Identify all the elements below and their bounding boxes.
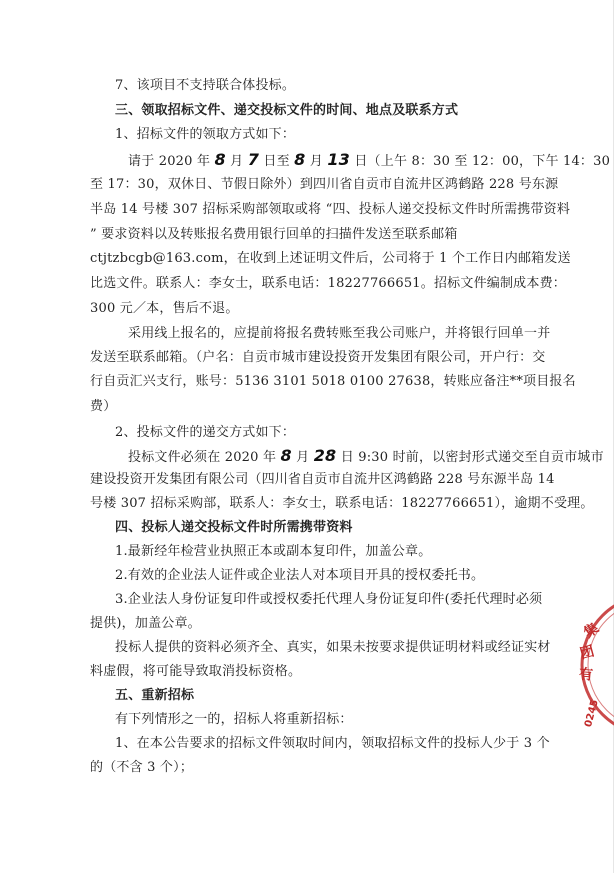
seal-glyph: 有 xyxy=(578,666,594,684)
text-line xyxy=(90,760,193,776)
text-segment: 建设投资开发集团有限公司（四川省自贡市自流井区鸿鹤路 228 号东源半岛 14 xyxy=(90,472,555,487)
text-line xyxy=(115,78,295,94)
text-segment: ctjtzbcgb@163.com，在收到上述证明文件后，公司将于 1 个工作日内邮箱发送 xyxy=(90,251,571,266)
seal-number: 0245 xyxy=(583,698,601,729)
text-segment: 日至 xyxy=(259,154,295,169)
text-segment: ” 要求资料以及转账报名费用银行回单的扫描件发送至联系邮箱 xyxy=(90,227,458,242)
text-segment: 2、投标文件的递交方式如下： xyxy=(115,425,296,440)
text-line xyxy=(90,472,555,488)
text-line xyxy=(115,640,551,656)
text-line xyxy=(90,374,576,390)
text-line xyxy=(90,276,566,292)
handwritten-date: 8 xyxy=(294,150,306,169)
text-line xyxy=(90,301,239,317)
text-segment: 300 元／本，售后不退。 xyxy=(90,301,239,316)
text-segment: 月 xyxy=(291,450,314,465)
text-segment: 1.最新经年检营业执照正本或副本复印件，加盖公章。 xyxy=(115,544,432,559)
text-segment: 费） xyxy=(90,399,117,414)
text-line xyxy=(128,326,550,342)
text-line xyxy=(128,152,610,170)
text-line xyxy=(128,448,604,466)
text-line xyxy=(90,251,571,267)
text-line xyxy=(115,568,484,584)
text-line xyxy=(90,350,546,366)
text-line xyxy=(115,712,353,728)
text-segment: 四、投标人递交投标文件时所需携带资料 xyxy=(115,520,353,535)
text-segment: 三、领取招标文件、递交投标文件的时间、地点及联系方式 xyxy=(115,103,459,118)
text-line xyxy=(115,127,295,143)
text-segment: 投标文件必须在 2020 年 xyxy=(128,450,281,465)
text-line xyxy=(90,616,201,632)
handwritten-date: 8 xyxy=(214,150,226,169)
handwritten-date: 13 xyxy=(327,150,351,169)
text-segment: 日（上午 8：30 至 12：00，下午 14：30 xyxy=(350,154,611,169)
text-segment: 3.企业法人身份证复印件或授权委托代理人身份证复印件(委托代理时必须 xyxy=(115,592,543,607)
text-segment: 发送至联系邮箱。（户名：自贡市城市建设投资开发集团有限公司，开户行：交 xyxy=(90,350,546,365)
seal-glyph: 集 xyxy=(581,620,602,642)
section-heading xyxy=(115,688,194,704)
text-line xyxy=(115,544,431,560)
text-segment: 半岛 14 号楼 307 招标采购部领取或将 “四、投标人递交投标文件时所需携带资料 xyxy=(90,202,571,217)
text-segment: 料虚假，将可能导致取消投标资格。 xyxy=(90,664,302,679)
text-segment: 1、在本公告要求的招标文件领取时间内，领取招标文件的投标人少于 3 个 xyxy=(115,736,550,751)
text-line xyxy=(90,664,301,680)
text-segment: 请于 2020 年 xyxy=(128,154,215,169)
text-line xyxy=(90,399,116,415)
text-line xyxy=(90,177,558,193)
text-line xyxy=(115,736,550,752)
handwritten-date: 28 xyxy=(313,446,337,465)
text-line xyxy=(90,496,594,512)
text-segment: 投标人提供的资料必须齐全、真实，如果未按要求提供证明材料或经证实材 xyxy=(115,640,551,655)
text-segment: 的（不含 3 个）； xyxy=(90,760,194,775)
text-segment: 日 9:30 时前，以密封形式递交至自贡市城市 xyxy=(336,450,604,465)
text-segment: 1、招标文件的领取方式如下： xyxy=(115,127,296,142)
section-heading xyxy=(115,103,458,119)
handwritten-date: 8 xyxy=(280,446,292,465)
text-segment: 7、该项目不支持联合体投标。 xyxy=(115,78,296,93)
text-segment: 2.有效的企业法人证件或企业法人对本项目开具的授权委托书。 xyxy=(115,568,485,583)
text-segment: 号楼 307 招标采购部，联系人：李女士，联系电话：18227766651），逾期不受理。 xyxy=(90,496,594,511)
text-line xyxy=(115,425,295,441)
text-segment: 提供)，加盖公章。 xyxy=(90,616,201,631)
text-segment: 月 xyxy=(225,154,248,169)
text-line xyxy=(90,227,458,243)
text-segment: 至 17：30，双休日、节假日除外）到四川省自贡市自流井区鸿鹤路 228 号东源 xyxy=(90,177,559,192)
text-segment: 月 xyxy=(305,154,328,169)
text-segment: 比选文件。联系人：李女士，联系电话：18227766651。招标文件编制成本费： xyxy=(90,276,566,291)
text-line xyxy=(90,202,570,218)
company-seal xyxy=(574,590,614,740)
text-segment: 采用线上报名的，应提前将报名费转账至我公司账户，并将银行回单一并 xyxy=(128,326,551,341)
text-segment: 五、重新招标 xyxy=(115,688,195,703)
text-segment: 有下列情形之一的，招标人将重新招标： xyxy=(115,712,353,727)
text-line xyxy=(115,592,542,608)
section-heading xyxy=(115,520,353,536)
text-segment: 行自贡汇兴支行，账号：5136 3101 5018 0100 27638，转账应备注**项目报名 xyxy=(90,374,576,389)
handwritten-date: 7 xyxy=(247,150,260,169)
seal-glyph: 团 xyxy=(578,643,597,663)
